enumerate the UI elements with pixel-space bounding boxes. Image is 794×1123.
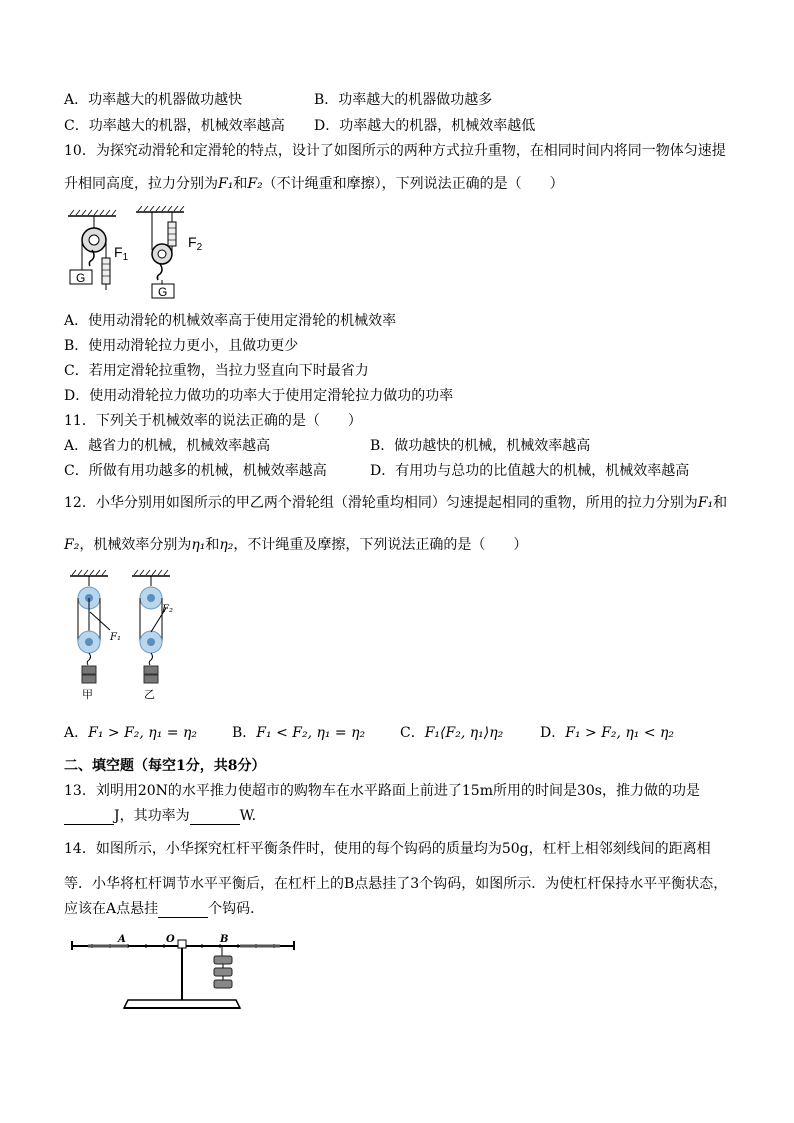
q12-fig-jia-label: 甲: [82, 688, 93, 701]
ceiling-right: [136, 206, 184, 212]
q10-pulley-figure: [62, 206, 222, 300]
q11-option-c: C．所做有用功越多的机械，机械效率越高: [64, 463, 327, 479]
q12-stem-line2: [64, 536, 527, 554]
q12-pulley-group-figure: [66, 568, 186, 706]
q10-fig-f1-label: $F_1$: [114, 244, 129, 263]
pulley-group-jia: [78, 576, 121, 701]
hook-weights-at-b: [214, 946, 232, 988]
q14-stem-line3: [64, 900, 264, 918]
ceiling-left: [68, 210, 116, 216]
q12-eta1-symbol: η₁: [191, 537, 206, 553]
q14-stem-line2: 等．小华将杠杆调节水平平衡后，在杠杆上的B点悬挂了3个钩码，如图所示．为使杠杆保持水平平衡状态，: [64, 876, 728, 892]
q10-weight-right-label: G: [158, 285, 168, 299]
q10-f2-symbol: F₂: [247, 176, 263, 192]
q12-fig-f2-label: F₂: [162, 604, 173, 615]
q10-option-b: B．使用动滑轮拉力更小，且做功更少: [64, 338, 299, 354]
q11-option-d: D．有用功与总功的比值越大的机械，机械效率越高: [370, 463, 690, 479]
q10-stem-text-a: 升相同高度，拉力分别为: [64, 176, 218, 192]
q14-blank-count[interactable]: [158, 903, 208, 918]
q10-stem-line1: 10．为探究动滑轮和定滑轮的特点，设计了如图所示的两种方式拉升重物，在相同时间内将同一物体匀速提: [64, 143, 726, 159]
q13-blank-work[interactable]: [64, 810, 114, 825]
q12-option-d: [540, 724, 674, 742]
q14-lever-figure: [68, 930, 304, 1012]
q10-weight-left-label: G: [76, 271, 86, 285]
section-title-fill-in: 二、填空题（每空1分，共8分）: [64, 758, 266, 774]
q12-option-c-label: C．: [400, 725, 425, 741]
q12-option-b-label: B．: [232, 725, 257, 741]
q12-f1-symbol: F₁: [697, 495, 714, 511]
q10-option-d: D．使用动滑轮拉力做功的功率大于使用定滑轮拉力做功的功率: [64, 388, 454, 404]
q12-fig-yi-label: 乙: [144, 688, 155, 701]
q14-fig-point-a: A: [118, 934, 126, 945]
pulley-group-yi: [140, 576, 173, 701]
q9-option-c: C．功率越大的机器，机械效率越高: [64, 118, 285, 134]
q11-option-b: B．做功越快的机械，机械效率越高: [370, 438, 591, 454]
ceiling-jia: [70, 570, 108, 576]
q10-stem-line2: [64, 175, 564, 193]
q12-eta2-symbol: η₂: [219, 537, 234, 553]
q11-stem: 11．下列关于机械效率的说法正确的是（ ）: [64, 413, 362, 429]
q10-stem-text-b: 和: [233, 176, 248, 192]
q13-stem-line2: [64, 807, 256, 825]
q10-option-c: C．若用定滑轮拉重物，当拉力竖直向下时最省力: [64, 363, 369, 379]
q10-f1-symbol: F₁: [218, 176, 234, 192]
q10-option-a: A．使用动滑轮的机械效率高于使用定滑轮的机械效率: [64, 313, 397, 329]
second-pulley: [152, 212, 176, 299]
q12-option-c: [400, 724, 503, 742]
q14-text-b: 个钩码．: [208, 901, 265, 917]
q14-stem-line1: 14．如图所示，小华探究杠杆平衡条件时，使用的每个钩码的质量均为50g，杠杆上相邻刻线间的距离相: [64, 841, 711, 857]
q13-text-b: W.: [239, 808, 257, 824]
q9-option-a: A．功率越大的机器做功越快: [64, 92, 243, 108]
q12-option-a-math: F₁ > F₂, η₁ = η₂: [88, 725, 197, 741]
q13-blank-power[interactable]: [190, 810, 240, 825]
ceiling-yi: [132, 570, 170, 576]
q13-stem-line1: 13．刘明用20N的水平推力使超市的购物车在水平路面上前进了15m所用的时间是30s，推力做的功是: [64, 783, 700, 799]
q12-stem-text-e: ，不计绳重及摩擦，下列说法正确的是（ ）: [233, 537, 528, 553]
q12-option-d-label: D．: [540, 725, 566, 741]
q12-fig-f1-label: F₁: [110, 632, 121, 643]
q14-fig-point-b: B: [220, 934, 229, 945]
q13-text-a: J，其功率为: [114, 808, 190, 824]
q12-option-b-math: F₁ < F₂, η₁ = η₂: [256, 725, 366, 741]
q12-f2-symbol: F₂: [64, 537, 80, 553]
q12-option-c-math: F₁⟨F₂, η₁⟩η₂: [424, 725, 504, 741]
q10-stem-text-c: （不计绳重和摩擦），下列说法正确的是（ ）: [262, 176, 564, 192]
q9-option-b: B．功率越大的机器做功越多: [314, 92, 493, 108]
q12-stem-text-c: ，机械效率分别为: [79, 537, 192, 553]
q11-option-a: A．越省力的机械，机械效率越高: [64, 438, 271, 454]
q14-text-a: 应该在A点悬挂: [64, 901, 159, 917]
q12-stem-text-a: 12．小华分别用如图所示的甲乙两个滑轮组（滑轮重均相同）匀速提起相同的重物，所用的拉力分别为: [64, 495, 698, 511]
q12-stem-text-b: 和: [713, 495, 728, 511]
q9-option-d: D．功率越大的机器，机械效率越低: [314, 118, 536, 134]
q10-fig-f2-label: $F_2$: [188, 234, 203, 253]
q12-option-d-math: F₁ > F₂, η₁ < η₂: [565, 725, 675, 741]
q12-option-a-label: A．: [64, 725, 89, 741]
movable-pulley: [70, 216, 110, 290]
q12-option-b: [232, 724, 365, 742]
q12-option-a: [64, 724, 197, 742]
q12-stem-line1: [64, 494, 727, 512]
q12-stem-text-d: 和: [205, 537, 220, 553]
q14-fig-point-o: O: [166, 934, 175, 945]
